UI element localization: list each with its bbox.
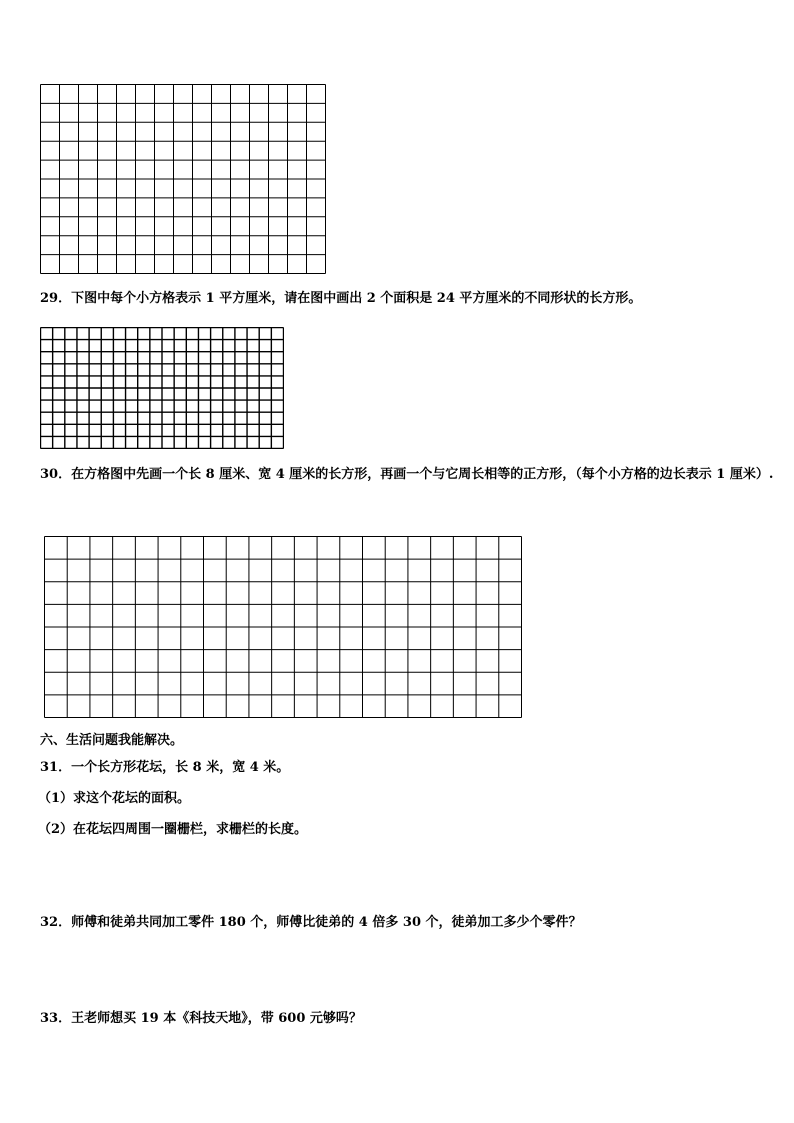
grid-q30 — [44, 536, 522, 718]
question-33: 33．王老师想买 19 本《科技天地》，带 600 元够吗？ — [40, 1011, 362, 1026]
question-29: 29．下图中每个小方格表示 1 平方厘米，请在图中画出 2 个面积是 24 平方厘米的不同形状的长方形。 — [40, 291, 642, 306]
question-30: 30．在方格图中先画一个长 8 厘米、宽 4 厘米的长方形，再画一个与它周长相等的正方形，（每个小方格的边长表示 1 厘米）. — [40, 467, 774, 482]
question-32: 32．师傅和徒弟共同加工零件 180 个，师傅比徒弟的 4 倍多 30 个，徒弟加工多少个零件？ — [40, 915, 582, 930]
question-31-sub-1: （1）求这个花坛的面积。 — [38, 791, 191, 806]
question-31-sub-2: （2）在花坛四周围一圈栅栏，求栅栏的长度。 — [38, 822, 308, 837]
question-31: 31．一个长方形花坛，长 8 米，宽 4 米。 — [40, 760, 290, 775]
grid-q29 — [40, 327, 284, 449]
section-6-title: 六、生活问题我能解决。 — [40, 733, 184, 748]
grid-top — [40, 84, 326, 274]
